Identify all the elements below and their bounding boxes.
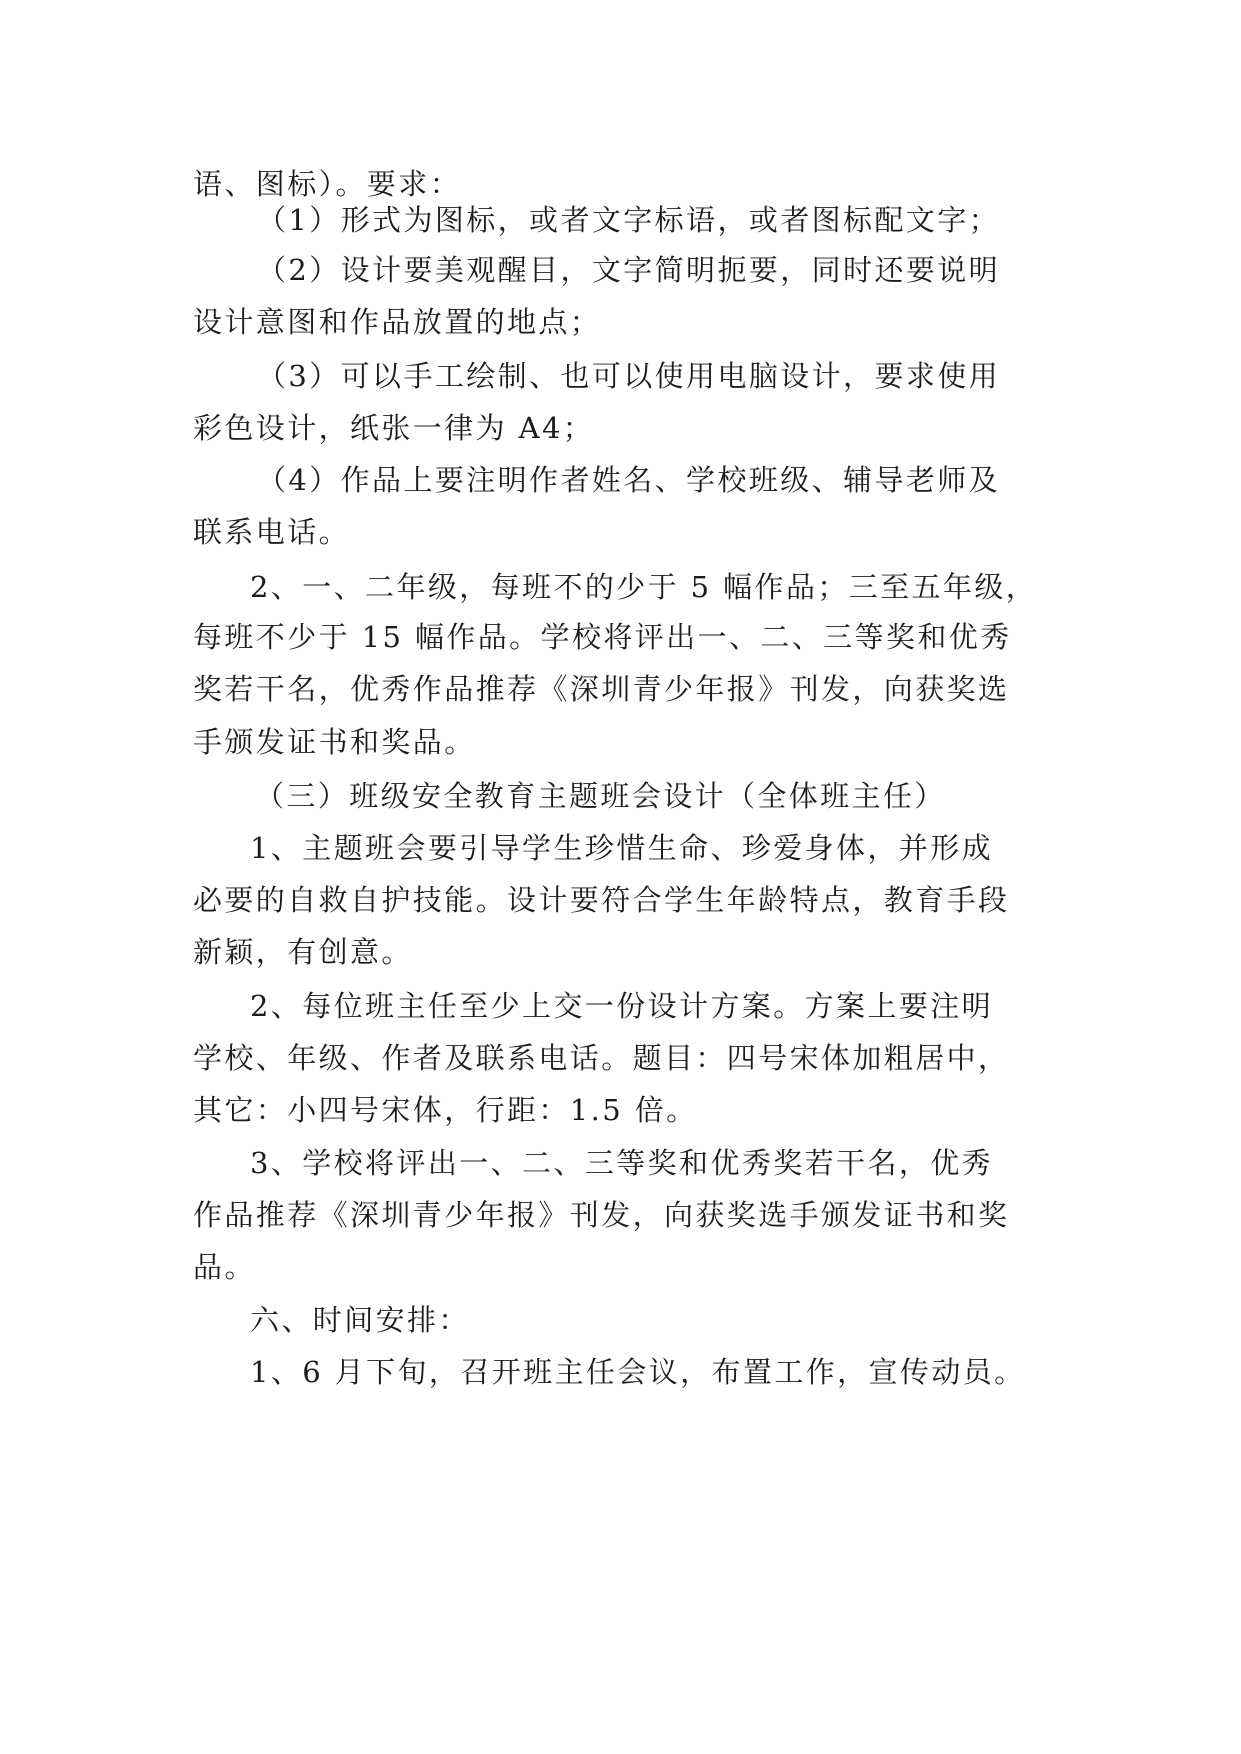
text-line: （4）作品上要注明作者姓名、学校班级、辅导老师及 bbox=[257, 463, 1001, 497]
text-line: 学校、年级、作者及联系电话。题目：四号宋体加粗居中， bbox=[193, 1041, 1010, 1075]
text-line: 1、6 月下旬，召开班主任会议，布置工作，宣传动员。 bbox=[250, 1355, 1026, 1389]
text-line: 3、学校将评出一、二、三等奖和优秀奖若干名，优秀 bbox=[250, 1146, 994, 1180]
text-line: 手颁发证书和奖品。 bbox=[193, 725, 476, 759]
text-line: （2）设计要美观醒目，文字简明扼要，同时还要说明 bbox=[257, 253, 1001, 287]
text-line: 语、图标）。要求： bbox=[193, 167, 462, 201]
text-line: 联系电话。 bbox=[193, 515, 351, 549]
section-heading: （三）班级安全教育主题班会设计（全体班主任） bbox=[255, 779, 946, 813]
text-line: （3）可以手工绘制、也可以使用电脑设计，要求使用 bbox=[257, 359, 1001, 393]
text-line: 彩色设计，纸张一律为 A4； bbox=[193, 411, 595, 445]
text-line: 品。 bbox=[193, 1250, 256, 1284]
text-line: 2、一、二年级，每班不的少于 5 幅作品；三至五年级， bbox=[250, 570, 1038, 604]
text-line: 设计意图和作品放置的地点； bbox=[193, 305, 602, 339]
text-line: （1）形式为图标，或者文字标语，或者图标配文字； bbox=[257, 203, 1001, 237]
text-line: 必要的自救自护技能。设计要符合学生年龄特点，教育手段 bbox=[193, 883, 1010, 917]
text-line: 作品推荐《深圳青少年报》刊发，向获奖选手颁发证书和奖 bbox=[193, 1198, 1010, 1232]
text-line: 1、主题班会要引导学生珍惜生命、珍爱身体，并形成 bbox=[250, 831, 994, 865]
text-line: 每班不少于 15 幅作品。学校将评出一、二、三等奖和优秀 bbox=[193, 620, 1012, 654]
text-line: 奖若干名，优秀作品推荐《深圳青少年报》刊发，向获奖选 bbox=[193, 672, 1010, 706]
text-line: 其它：小四号宋体，行距：1.5 倍。 bbox=[193, 1093, 698, 1127]
text-line: 新颖，有创意。 bbox=[193, 935, 413, 969]
section-heading: 六、时间安排： bbox=[250, 1303, 470, 1337]
text-line: 2、每位班主任至少上交一份设计方案。方案上要注明 bbox=[250, 989, 994, 1023]
